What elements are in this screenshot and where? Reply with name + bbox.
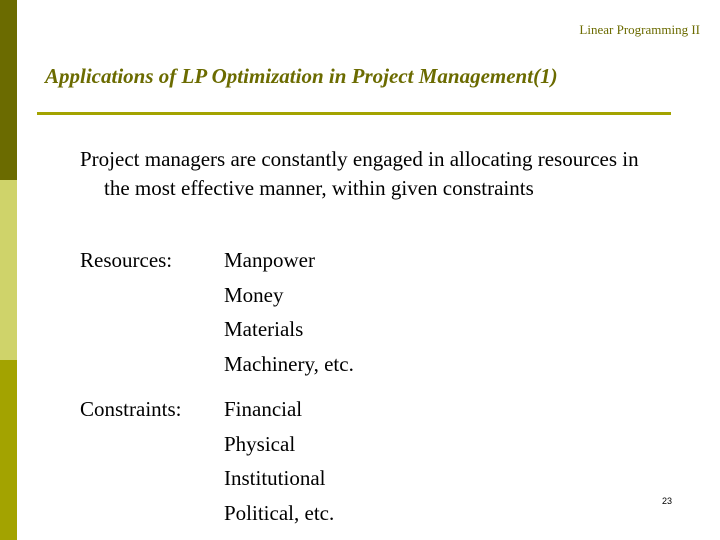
- resources-label: Resources:: [80, 248, 173, 272]
- resources-list: [224, 248, 354, 386]
- resource-item: Materials: [224, 317, 304, 341]
- slide-title: Applications of LP Optimization in Project Management(1): [45, 64, 558, 88]
- intro-paragraph: Project managers are constantly engaged in allocating resources in the most effective manner, within given constraints: [80, 147, 639, 200]
- header-text: Linear Programming II: [579, 22, 700, 37]
- constraint-item: Financial: [224, 397, 303, 421]
- constraint-item: Physical: [224, 431, 296, 456]
- side-bar-top: [0, 0, 17, 180]
- side-bar-bottom: [0, 360, 17, 540]
- constraints-label: Constraints:: [80, 397, 182, 421]
- constraint-item: Institutional: [224, 466, 326, 490]
- constraints-list: [224, 397, 334, 535]
- resource-item: Money: [224, 282, 284, 307]
- resource-item: Machinery, etc.: [224, 351, 354, 376]
- title-divider: [37, 112, 671, 115]
- constraint-item: Political, etc.: [224, 500, 335, 525]
- resource-item: Manpower: [224, 248, 315, 272]
- page-number: 23: [662, 496, 673, 506]
- side-bar-middle: [0, 180, 17, 360]
